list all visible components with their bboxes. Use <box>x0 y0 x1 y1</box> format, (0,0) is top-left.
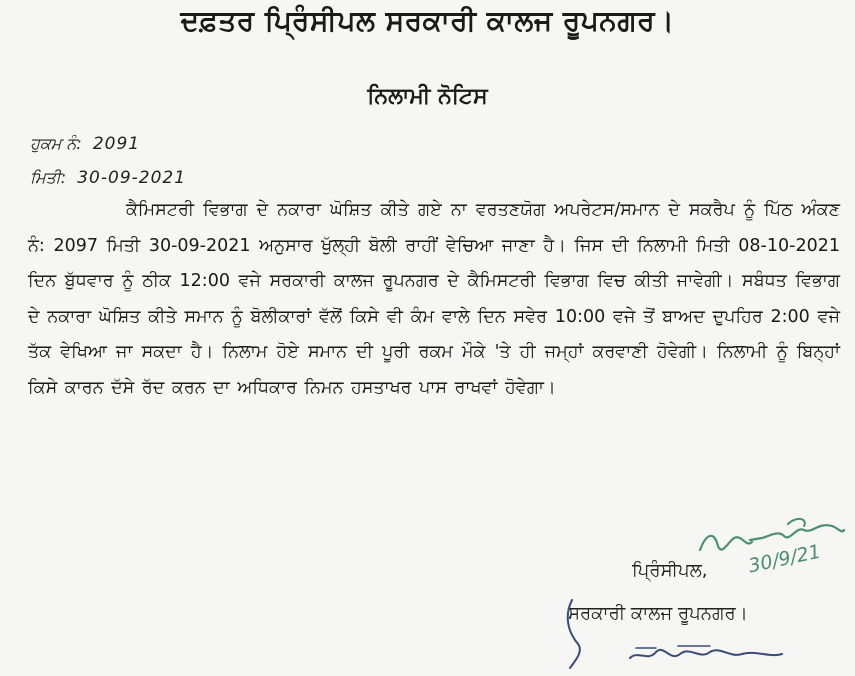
order-label: ਹੁਕਮ ਨੰ: <box>30 134 82 153</box>
date-value: 30-09-2021 <box>77 168 187 188</box>
order-date <box>30 168 186 188</box>
college-label: ਸਰਕਾਰੀ ਕਾਲਜ ਰੂਪਨਗਰ। <box>568 603 748 624</box>
stamp-signature-scribble <box>560 592 800 676</box>
principal-label: ਪ੍ਰਿੰਸੀਪਲ, <box>632 560 708 581</box>
date-label: ਮਿਤੀ: <box>30 168 67 187</box>
notice-body: ਕੈਮਿਸਟਰੀ ਵਿਭਾਗ ਦੇ ਨਕਾਰਾ ਘੋਸ਼ਿਤ ਕੀਤੇ ਗਏ ਨਾ ਵਰਤਣਯੋਗ ਅਪਰੇਟਸ/ਸਮਾਨ ਦੇ ਸਕਰੈਪ ਨੂੰ ਪਿੱਠ ਅੰਕਣ ਨੰ: 2097 ਮਿਤੀ 30-09-2021 ਅਨੁਸਾਰ ਖੁੱਲ੍ਹੀ ਬੋਲੀ ਰਾਹੀਂ ਵੇਚਿਆ ਜਾਣਾ ਹੈ। ਜਿਸ ਦੀ ਨਿਲਾਮੀ ਮਿਤੀ 08-10-2021 ਦਿਨ ਬੁੱਧਵਾਰ ਨੂੰ ਠੀਕ 12:00 ਵਜੇ ਸਰਕਾਰੀ ਕਾਲਜ ਰੂਪਨਗਰ ਦੇ ਕੈਮਿਸਟਰੀ ਵਿਭਾਗ ਵਿਚ ਕੀਤੀ ਜਾਵੇਗੀ। ਸਬੰਧਤ ਵਿਭਾਗ ਦੇ ਨਕਾਰਾ ਘੋਸ਼ਿਤ ਕੀਤੇ ਸਮਾਨ ਨੂੰ ਬੋਲੀਕਾਰਾਂ ਵੱਲੋਂ ਕਿਸੇ ਵੀ ਕੰਮ ਵਾਲੇ ਦਿਨ ਸਵੇਰ 10:00 ਵਜੇ ਤੋਂ ਬਾਅਦ ਦੁਪਹਿਰ 2:00 ਵਜੇ ਤੱਕ ਵੇਖਿਆ ਜਾ ਸਕਦਾ ਹੈ। ਨਿਲਾਮ ਹੋਏ ਸਮਾਨ ਦੀ ਪੂਰੀ ਰਕਮ ਮੌਕੇ 'ਤੇ ਹੀ ਜਮ੍ਹਾਂ ਕਰਵਾਣੀ ਹੋਵੇਗੀ। ਨਿਲਾਮੀ ਨੂੰ ਬਿਨ੍ਹਾਂ ਕਿਸੇ ਕਾਰਨ ਦੱਸੇ ਰੱਦ ਕਰਨ ਦਾ ਅਧਿਕਾਰ ਨਿਮਨ ਹਸਤਾਖਰ ਪਾਸ ਰਾਖਵਾਂ ਹੋਵੇਗਾ। <box>28 200 840 398</box>
order-value: 2091 <box>92 134 141 154</box>
signature-date: 30/9/21 <box>746 540 823 578</box>
order-number <box>30 134 140 154</box>
notice-title: ਨਿਲਾਮੀ ਨੋਟਿਸ <box>367 84 488 109</box>
office-title: ਦਫ਼ਤਰ ਪ੍ਰਿੰਸੀਪਲ ਸਰਕਾਰੀ ਕਾਲਜ ਰੂਪਨਗਰ। <box>180 4 675 37</box>
